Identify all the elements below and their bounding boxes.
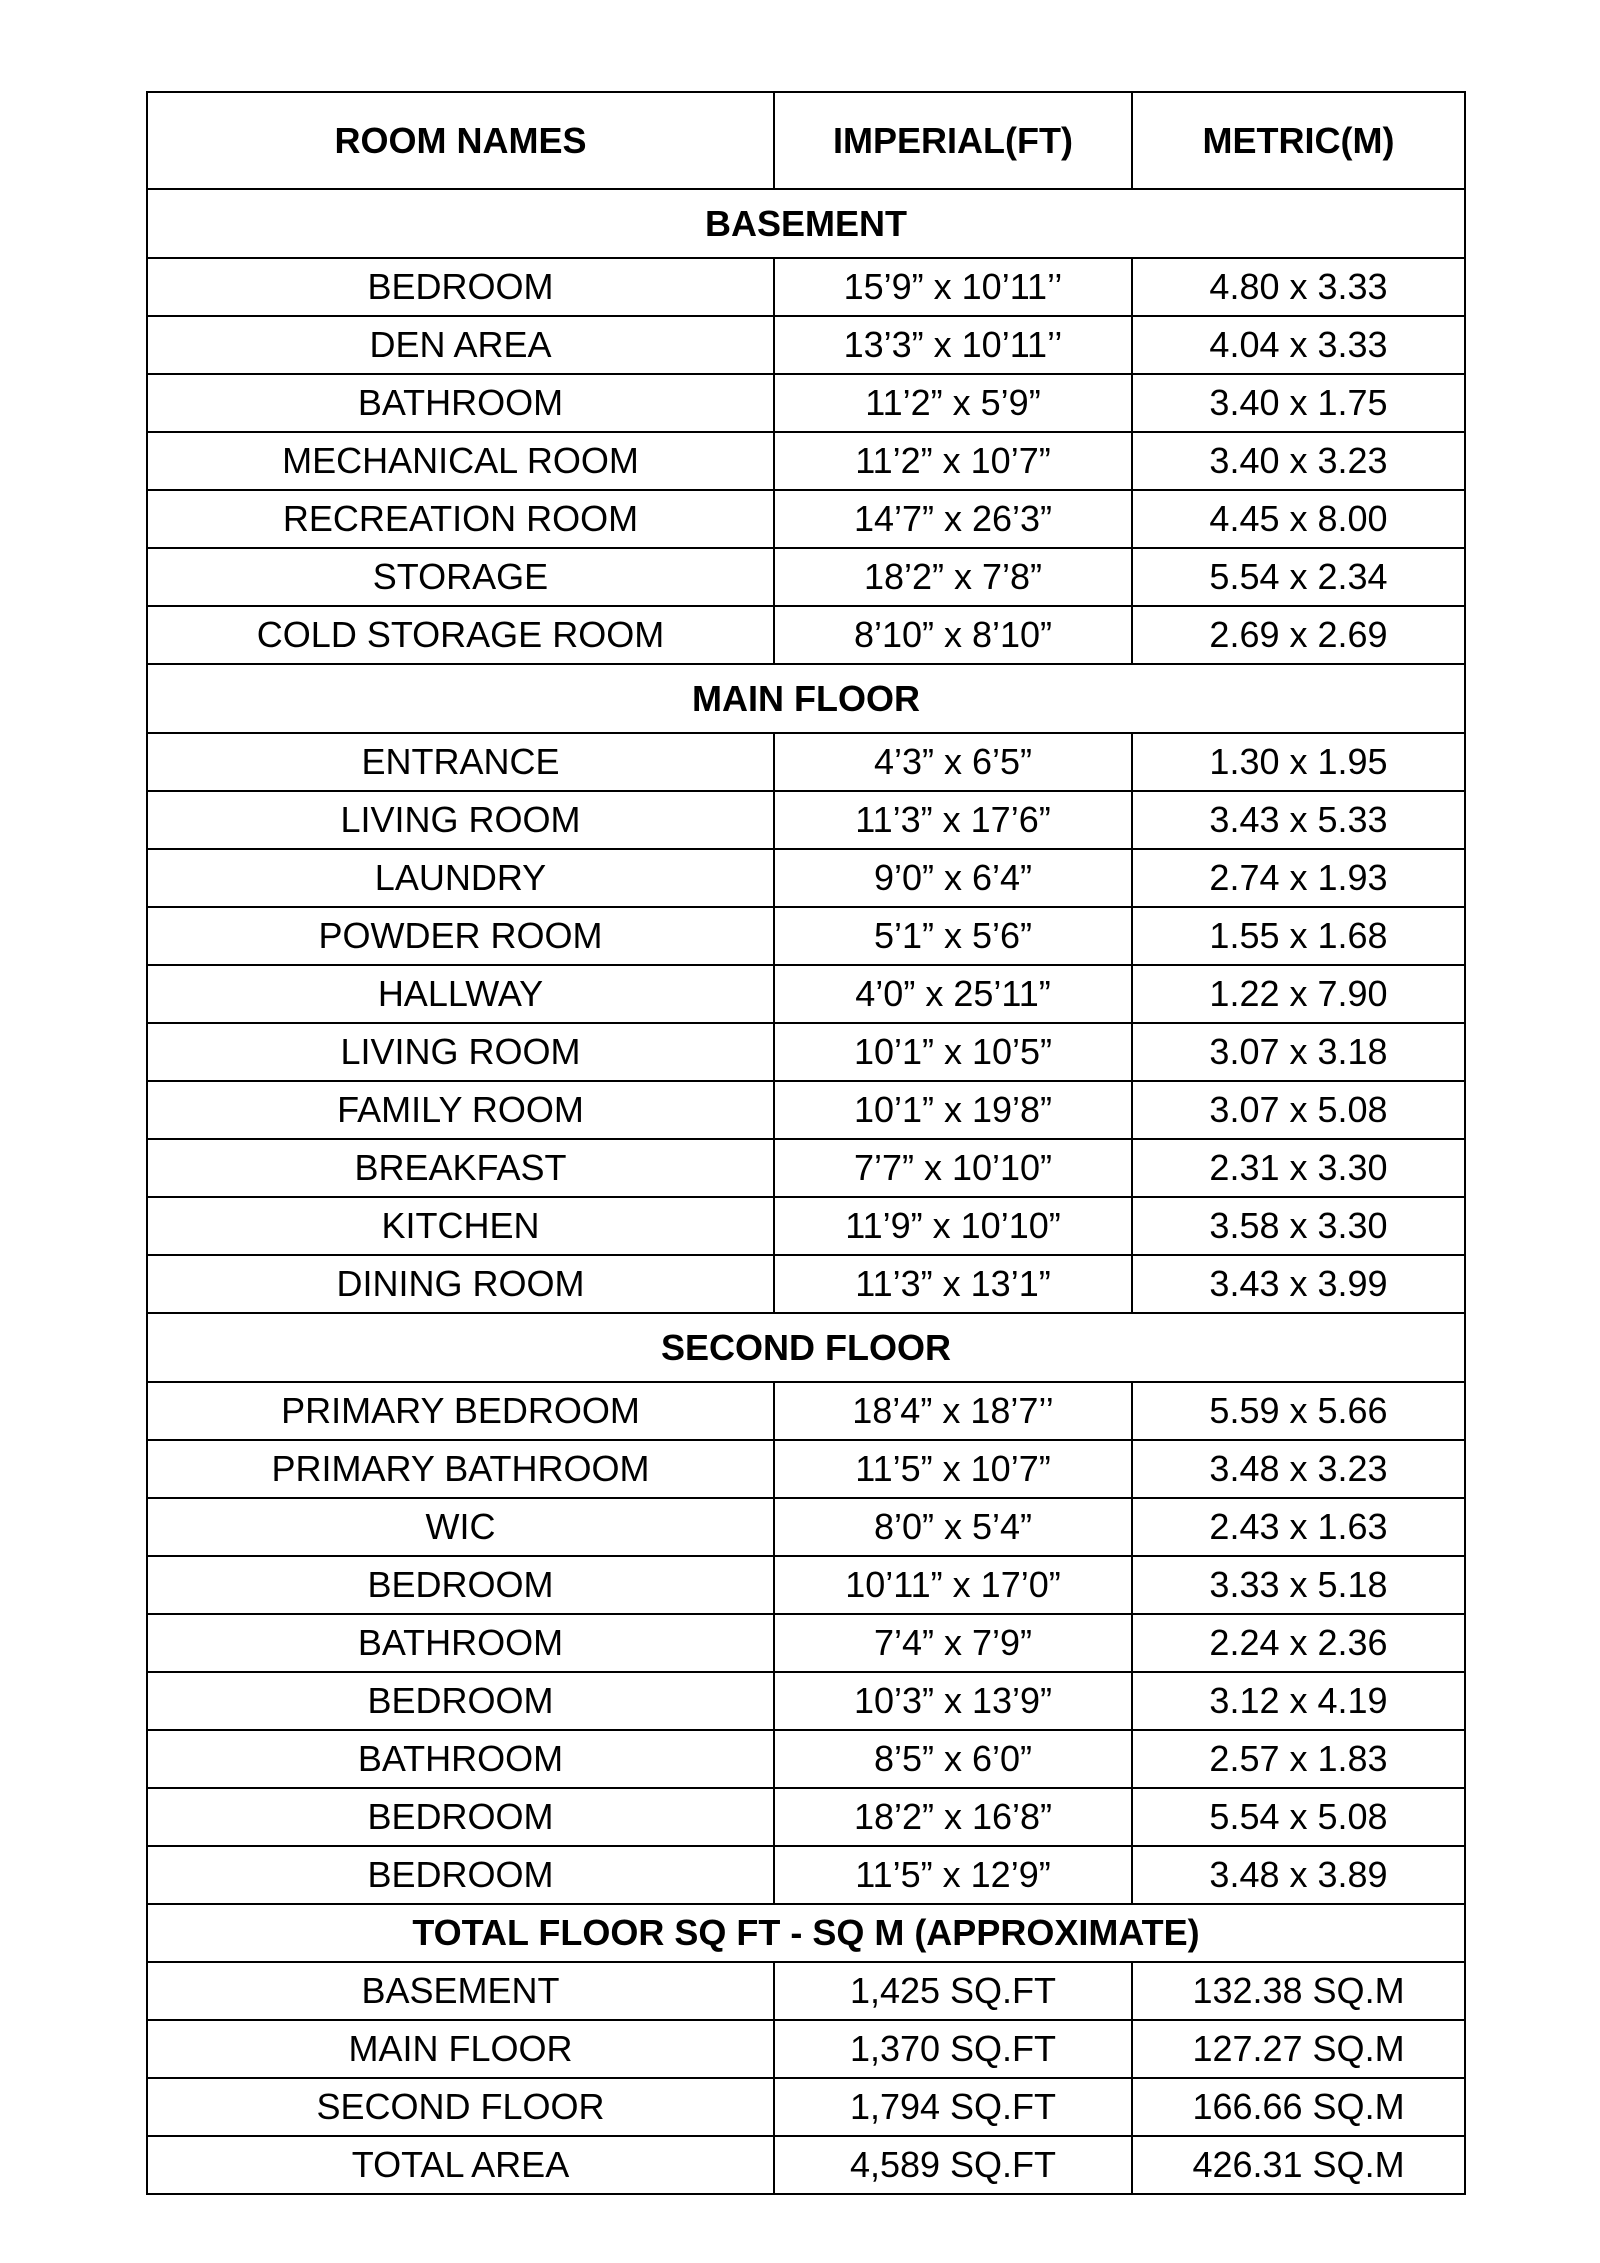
table-row (147, 316, 1465, 374)
imperial-cell: 1,425 SQ.FT (774, 1962, 1132, 2020)
totals-title: TOTAL FLOOR SQ FT - SQ M (APPROXIMATE) (147, 1904, 1465, 1962)
room-name-cell: TOTAL AREA (147, 2136, 774, 2194)
imperial-cell: 9’0” x 6’4” (774, 849, 1132, 907)
imperial-cell: 18’2” x 7’8” (774, 548, 1132, 606)
room-name-cell: LAUNDRY (147, 849, 774, 907)
table-row (147, 490, 1465, 548)
metric-cell: 1.30 x 1.95 (1132, 733, 1465, 791)
metric-cell: 5.59 x 5.66 (1132, 1382, 1465, 1440)
imperial-cell: 4’0” x 25’11” (774, 965, 1132, 1023)
table-row (147, 432, 1465, 490)
room-name-cell: BATHROOM (147, 374, 774, 432)
imperial-cell: 10’3” x 13’9” (774, 1672, 1132, 1730)
room-name-cell: BEDROOM (147, 1672, 774, 1730)
section-title: MAIN FLOOR (147, 664, 1465, 733)
section-heading-row (147, 189, 1465, 258)
totals-heading-row (147, 1904, 1465, 1962)
table-row (147, 606, 1465, 664)
imperial-cell: 14’7” x 26’3” (774, 490, 1132, 548)
imperial-cell: 10’1” x 10’5” (774, 1023, 1132, 1081)
imperial-cell: 11’2” x 10’7” (774, 432, 1132, 490)
room-name-cell: DEN AREA (147, 316, 774, 374)
room-name-cell: SECOND FLOOR (147, 2078, 774, 2136)
metric-cell: 2.43 x 1.63 (1132, 1498, 1465, 1556)
metric-cell: 4.04 x 3.33 (1132, 316, 1465, 374)
table-row (147, 1255, 1465, 1313)
metric-cell: 3.12 x 4.19 (1132, 1672, 1465, 1730)
table-row (147, 1846, 1465, 1904)
room-name-cell: FAMILY ROOM (147, 1081, 774, 1139)
table-row (147, 374, 1465, 432)
table-row (147, 258, 1465, 316)
table-row (147, 1197, 1465, 1255)
total-row (147, 1962, 1465, 2020)
room-name-cell: LIVING ROOM (147, 791, 774, 849)
room-name-cell: KITCHEN (147, 1197, 774, 1255)
room-name-cell: LIVING ROOM (147, 1023, 774, 1081)
metric-cell: 2.74 x 1.93 (1132, 849, 1465, 907)
room-name-cell: PRIMARY BATHROOM (147, 1440, 774, 1498)
metric-cell: 2.69 x 2.69 (1132, 606, 1465, 664)
metric-cell: 3.33 x 5.18 (1132, 1556, 1465, 1614)
room-dimensions-table (146, 91, 1466, 2195)
imperial-cell: 11’5” x 10’7” (774, 1440, 1132, 1498)
room-name-cell: BREAKFAST (147, 1139, 774, 1197)
table-row (147, 1614, 1465, 1672)
metric-cell: 1.22 x 7.90 (1132, 965, 1465, 1023)
imperial-cell: 8’5” x 6’0” (774, 1730, 1132, 1788)
imperial-cell: 10’1” x 19’8” (774, 1081, 1132, 1139)
header-metric: METRIC(M) (1132, 92, 1465, 189)
table-row (147, 1139, 1465, 1197)
metric-cell: 3.40 x 1.75 (1132, 374, 1465, 432)
imperial-cell: 11’5” x 12’9” (774, 1846, 1132, 1904)
imperial-cell: 1,794 SQ.FT (774, 2078, 1132, 2136)
metric-cell: 3.07 x 5.08 (1132, 1081, 1465, 1139)
room-name-cell: PRIMARY BEDROOM (147, 1382, 774, 1440)
room-dimensions-body (147, 92, 1465, 2194)
room-name-cell: ENTRANCE (147, 733, 774, 791)
metric-cell: 3.48 x 3.89 (1132, 1846, 1465, 1904)
room-name-cell: BEDROOM (147, 258, 774, 316)
table-row (147, 1382, 1465, 1440)
table-row (147, 1498, 1465, 1556)
metric-cell: 4.80 x 3.33 (1132, 258, 1465, 316)
imperial-cell: 5’1” x 5’6” (774, 907, 1132, 965)
section-title: SECOND FLOOR (147, 1313, 1465, 1382)
table-row (147, 1081, 1465, 1139)
table-row (147, 965, 1465, 1023)
imperial-cell: 11’2” x 5’9” (774, 374, 1132, 432)
metric-cell: 2.31 x 3.30 (1132, 1139, 1465, 1197)
imperial-cell: 11’3” x 13’1” (774, 1255, 1132, 1313)
room-name-cell: STORAGE (147, 548, 774, 606)
metric-cell: 5.54 x 5.08 (1132, 1788, 1465, 1846)
room-name-cell: BATHROOM (147, 1614, 774, 1672)
table-row (147, 1788, 1465, 1846)
table-row (147, 907, 1465, 965)
imperial-cell: 15’9” x 10’11’’ (774, 258, 1132, 316)
table-row (147, 548, 1465, 606)
metric-cell: 127.27 SQ.M (1132, 2020, 1465, 2078)
imperial-cell: 10’11” x 17’0” (774, 1556, 1132, 1614)
room-name-cell: BEDROOM (147, 1846, 774, 1904)
metric-cell: 3.43 x 5.33 (1132, 791, 1465, 849)
room-name-cell: DINING ROOM (147, 1255, 774, 1313)
table-row (147, 1440, 1465, 1498)
metric-cell: 3.07 x 3.18 (1132, 1023, 1465, 1081)
total-row (147, 2020, 1465, 2078)
imperial-cell: 18’2” x 16’8” (774, 1788, 1132, 1846)
imperial-cell: 13’3” x 10’11’’ (774, 316, 1132, 374)
section-title: BASEMENT (147, 189, 1465, 258)
room-name-cell: BEDROOM (147, 1788, 774, 1846)
metric-cell: 3.58 x 3.30 (1132, 1197, 1465, 1255)
metric-cell: 166.66 SQ.M (1132, 2078, 1465, 2136)
metric-cell: 3.40 x 3.23 (1132, 432, 1465, 490)
imperial-cell: 7’4” x 7’9” (774, 1614, 1132, 1672)
room-name-cell: BASEMENT (147, 1962, 774, 2020)
total-row (147, 2078, 1465, 2136)
metric-cell: 3.43 x 3.99 (1132, 1255, 1465, 1313)
room-name-cell: BATHROOM (147, 1730, 774, 1788)
section-heading-row (147, 1313, 1465, 1382)
imperial-cell: 18’4” x 18’7’’ (774, 1382, 1132, 1440)
room-name-cell: COLD STORAGE ROOM (147, 606, 774, 664)
imperial-cell: 8’10” x 8’10” (774, 606, 1132, 664)
table-row (147, 1730, 1465, 1788)
room-name-cell: BEDROOM (147, 1556, 774, 1614)
imperial-cell: 8’0” x 5’4” (774, 1498, 1132, 1556)
room-name-cell: WIC (147, 1498, 774, 1556)
room-name-cell: MAIN FLOOR (147, 2020, 774, 2078)
room-name-cell: HALLWAY (147, 965, 774, 1023)
metric-cell: 2.24 x 2.36 (1132, 1614, 1465, 1672)
imperial-cell: 4’3” x 6’5” (774, 733, 1132, 791)
metric-cell: 2.57 x 1.83 (1132, 1730, 1465, 1788)
table-row (147, 1672, 1465, 1730)
room-name-cell: RECREATION ROOM (147, 490, 774, 548)
metric-cell: 5.54 x 2.34 (1132, 548, 1465, 606)
table-row (147, 1023, 1465, 1081)
section-heading-row (147, 664, 1465, 733)
header-imperial: IMPERIAL(FT) (774, 92, 1132, 189)
imperial-cell: 7’7” x 10’10” (774, 1139, 1132, 1197)
table-row (147, 791, 1465, 849)
table-row (147, 1556, 1465, 1614)
header-room-names: ROOM NAMES (147, 92, 774, 189)
imperial-cell: 1,370 SQ.FT (774, 2020, 1132, 2078)
metric-cell: 426.31 SQ.M (1132, 2136, 1465, 2194)
metric-cell: 1.55 x 1.68 (1132, 907, 1465, 965)
metric-cell: 4.45 x 8.00 (1132, 490, 1465, 548)
room-name-cell: MECHANICAL ROOM (147, 432, 774, 490)
imperial-cell: 11’3” x 17’6” (774, 791, 1132, 849)
imperial-cell: 11’9” x 10’10” (774, 1197, 1132, 1255)
room-name-cell: POWDER ROOM (147, 907, 774, 965)
table-header-row (147, 92, 1465, 189)
table-row (147, 849, 1465, 907)
metric-cell: 132.38 SQ.M (1132, 1962, 1465, 2020)
total-row (147, 2136, 1465, 2194)
table-row (147, 733, 1465, 791)
metric-cell: 3.48 x 3.23 (1132, 1440, 1465, 1498)
imperial-cell: 4,589 SQ.FT (774, 2136, 1132, 2194)
